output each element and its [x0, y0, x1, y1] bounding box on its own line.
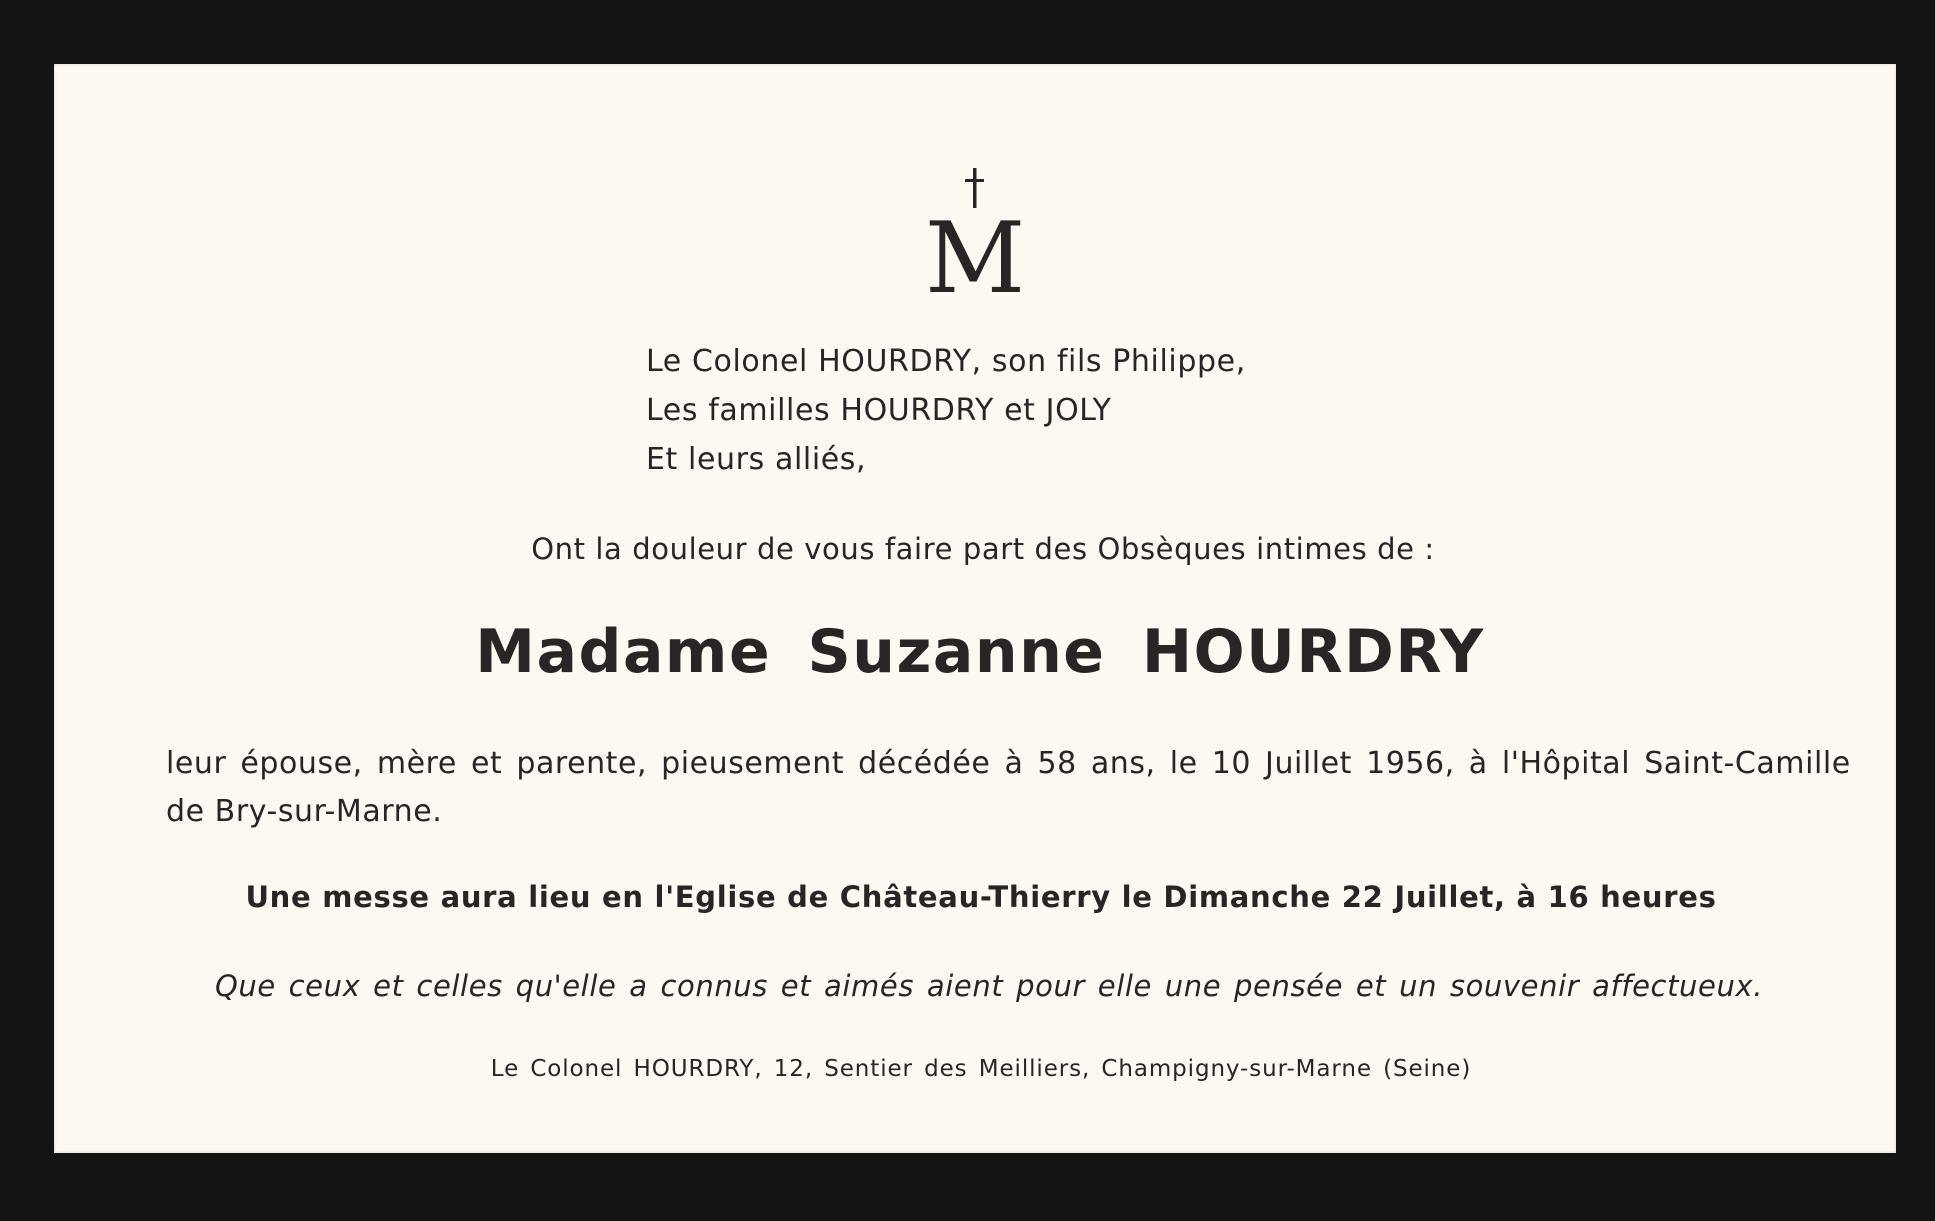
sender-address: Le Colonel HOURDRY, 12, Sentier des Meilliers, Champigny-sur-Marne (Seine)	[490, 1056, 1472, 1082]
family-line-2: Les familles HOURDRY et JOLY	[646, 393, 1112, 428]
description-line-1: leur épouse, mère et parente, pieusement décédée à 58 ans, le 10 Juillet 1956, à l'Hôpital Saint-Camille	[166, 746, 1851, 781]
marian-monogram	[54, 168, 1896, 298]
announcement-intro: Ont la douleur de vous faire part des Obsèques intimes de :	[531, 532, 1435, 566]
funeral-notice-card	[54, 64, 1896, 1153]
family-line-3: Et leurs alliés,	[646, 442, 867, 477]
monogram-letter: M	[924, 202, 1026, 298]
deceased-name: Madame Suzanne HOURDRY	[475, 617, 1485, 687]
description-line-2: de Bry-sur-Marne.	[166, 794, 443, 829]
mass-announcement: Une messe aura lieu en l'Eglise de Château-Thierry le Dimanche 22 Juillet, à 16 heures	[245, 880, 1717, 914]
cross-icon	[920, 168, 1030, 298]
family-line-1: Le Colonel HOURDRY, son fils Philippe,	[646, 344, 1246, 379]
remembrance-wish: Que ceux et celles qu'elle a connus et aimés aient pour elle une pensée et un souvenir affectueux.	[214, 969, 1764, 1003]
